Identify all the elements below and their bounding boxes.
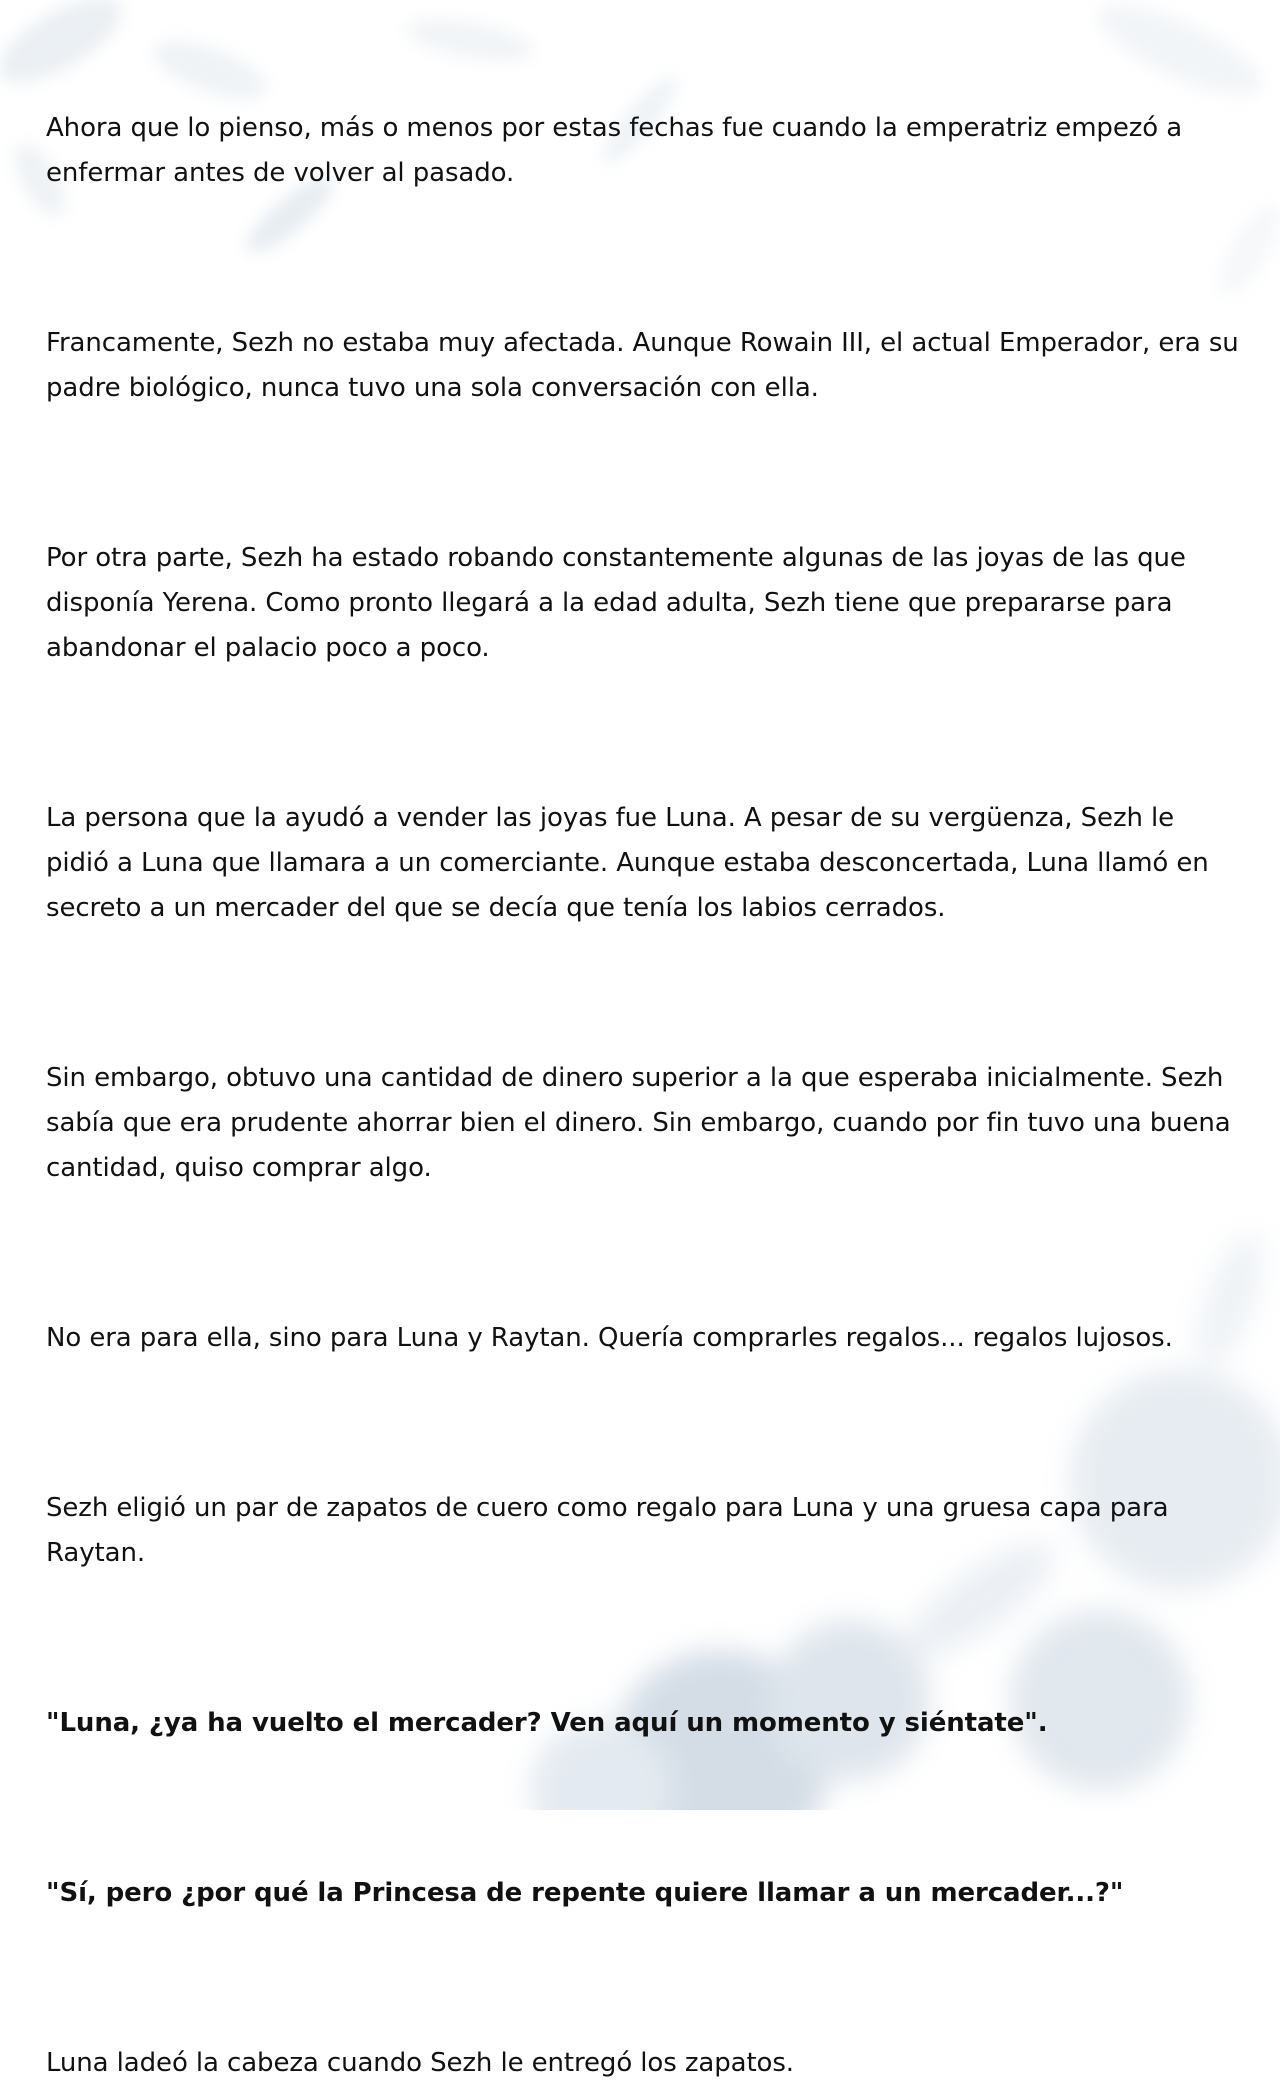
paragraph-4: La persona que la ayudó a vender las joyas fue Luna. A pesar de su vergüenza, Sezh le pidió a Luna que llamara a un comerciante. Aunque estaba desconcertada, Luna llamó en secreto a un mercader del que se decía que tenía los labios cerrados. [46,803,1209,923]
paragraph-2: Francamente, Sezh no estaba muy afectada. Aunque Rowain III, el actual Emperador, era su padre biológico, nunca tuvo una sola conversación con ella. [46,328,1239,403]
document-body [46,106,1242,2086]
paragraph-1: Ahora que lo pienso, más o menos por estas fechas fue cuando la emperatriz empezó a enfermar antes de volver al pasado. [46,113,1183,188]
paragraph-10: Luna ladeó la cabeza cuando Sezh le entregó los zapatos. [46,2048,794,2078]
paragraph-3: Por otra parte, Sezh ha estado robando constantemente algunas de las joyas de las que disponía Yerena. Como pronto llegará a la edad adulta, Sezh tiene que prepararse para abandonar el palacio poco a poco. [46,543,1186,663]
paragraph-7: Sezh eligió un par de zapatos de cuero como regalo para Luna y una gruesa capa para Raytan. [46,1493,1169,1568]
paragraph-5: Sin embargo, obtuvo una cantidad de dinero superior a la que esperaba inicialmente. Sezh sabía que era prudente ahorrar bien el dinero. Sin embargo, cuando por fin tuvo una buena cantidad, quiso comprar algo. [46,1063,1231,1183]
paragraph-6: No era para ella, sino para Luna y Raytan. Quería comprarles regalos... regalos lujosos. [46,1323,1173,1353]
dialogue-line-2: "Sí, pero ¿por qué la Princesa de repente quiere llamar a un mercader...?" [46,1878,1124,1908]
dialogue-line-1: "Luna, ¿ya ha vuelto el mercader? Ven aquí un momento y siéntate". [46,1708,1048,1738]
